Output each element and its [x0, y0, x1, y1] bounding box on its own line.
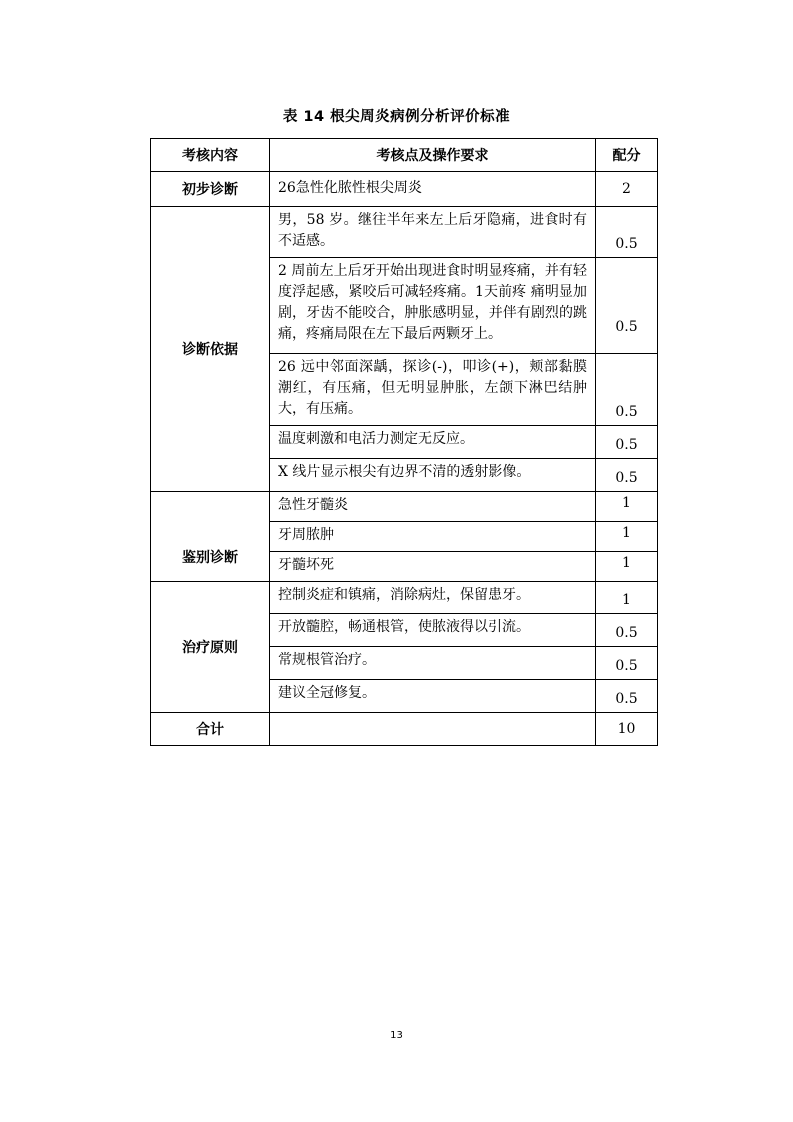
- table-row: [151, 207, 658, 258]
- category-cell: 治疗原则: [151, 582, 270, 713]
- requirement-cell: 2 周前左上后牙开始出现进食时明显疼痛，并有轻度浮起感，紧咬后可减轻疼痛。1天前疼 痛明显加剧，牙齿不能咬合，肿胀感明显，并伴有剧烈的跳痛，疼痛局限在左下最后两颗牙上。: [270, 258, 596, 354]
- score-cell: 0.5: [596, 459, 658, 492]
- evaluation-table: [150, 138, 658, 746]
- table-header-row: [151, 139, 658, 172]
- requirement-cell: 牙髓坏死: [270, 552, 596, 582]
- requirement-cell: 男，58 岁。继往半年来左上后牙隐痛，进食时有不适感。: [270, 207, 596, 258]
- score-cell: 2: [596, 172, 658, 207]
- table-row: [151, 492, 658, 522]
- header-category: 考核内容: [151, 139, 270, 172]
- category-cell: 合计: [151, 713, 270, 746]
- requirement-cell: 牙周脓肿: [270, 522, 596, 552]
- requirement-cell: 开放髓腔，畅通根管，使脓液得以引流。: [270, 614, 596, 647]
- requirement-cell: 建议全冠修复。: [270, 680, 596, 713]
- requirement-cell: 26 远中邻面深龋，探诊(-)，叩诊(+)，颊部黏膜潮红，有压痛，但无明显肿胀，左颌下淋巴结肿大，有压痛。: [270, 354, 596, 426]
- score-cell: 0.5: [596, 207, 658, 258]
- requirement-cell: X 线片显示根尖有边界不清的透射影像。: [270, 459, 596, 492]
- requirement-cell: 常规根管治疗。: [270, 647, 596, 680]
- table-title: 表 14 根尖周炎病例分析评价标准: [282, 109, 511, 125]
- requirement-cell: 急性牙髓炎: [270, 492, 596, 522]
- category-cell: 初步诊断: [151, 172, 270, 207]
- score-cell: 0.5: [596, 614, 658, 647]
- table-row: [151, 713, 658, 746]
- requirement-cell: [270, 713, 596, 746]
- score-cell: 10: [596, 713, 658, 746]
- category-cell: 鉴别诊断: [151, 492, 270, 582]
- score-cell: 1: [596, 522, 658, 552]
- requirement-cell: 控制炎症和镇痛，消除病灶，保留患牙。: [270, 582, 596, 614]
- score-cell: 0.5: [596, 258, 658, 354]
- score-cell: 0.5: [596, 354, 658, 426]
- requirement-cell: 26急性化脓性根尖周炎: [270, 172, 596, 207]
- category-cell: 诊断依据: [151, 207, 270, 492]
- score-cell: 0.5: [596, 680, 658, 713]
- table-row: [151, 582, 658, 614]
- score-cell: 1: [596, 492, 658, 522]
- score-cell: 1: [596, 582, 658, 614]
- header-requirement: 考核点及操作要求: [270, 139, 596, 172]
- page-number: 13: [390, 1030, 403, 1041]
- score-cell: 1: [596, 552, 658, 582]
- table-row: [151, 172, 658, 207]
- header-score: 配分: [596, 139, 658, 172]
- score-cell: 0.5: [596, 647, 658, 680]
- score-cell: 0.5: [596, 426, 658, 459]
- requirement-cell: 温度刺激和电活力测定无反应。: [270, 426, 596, 459]
